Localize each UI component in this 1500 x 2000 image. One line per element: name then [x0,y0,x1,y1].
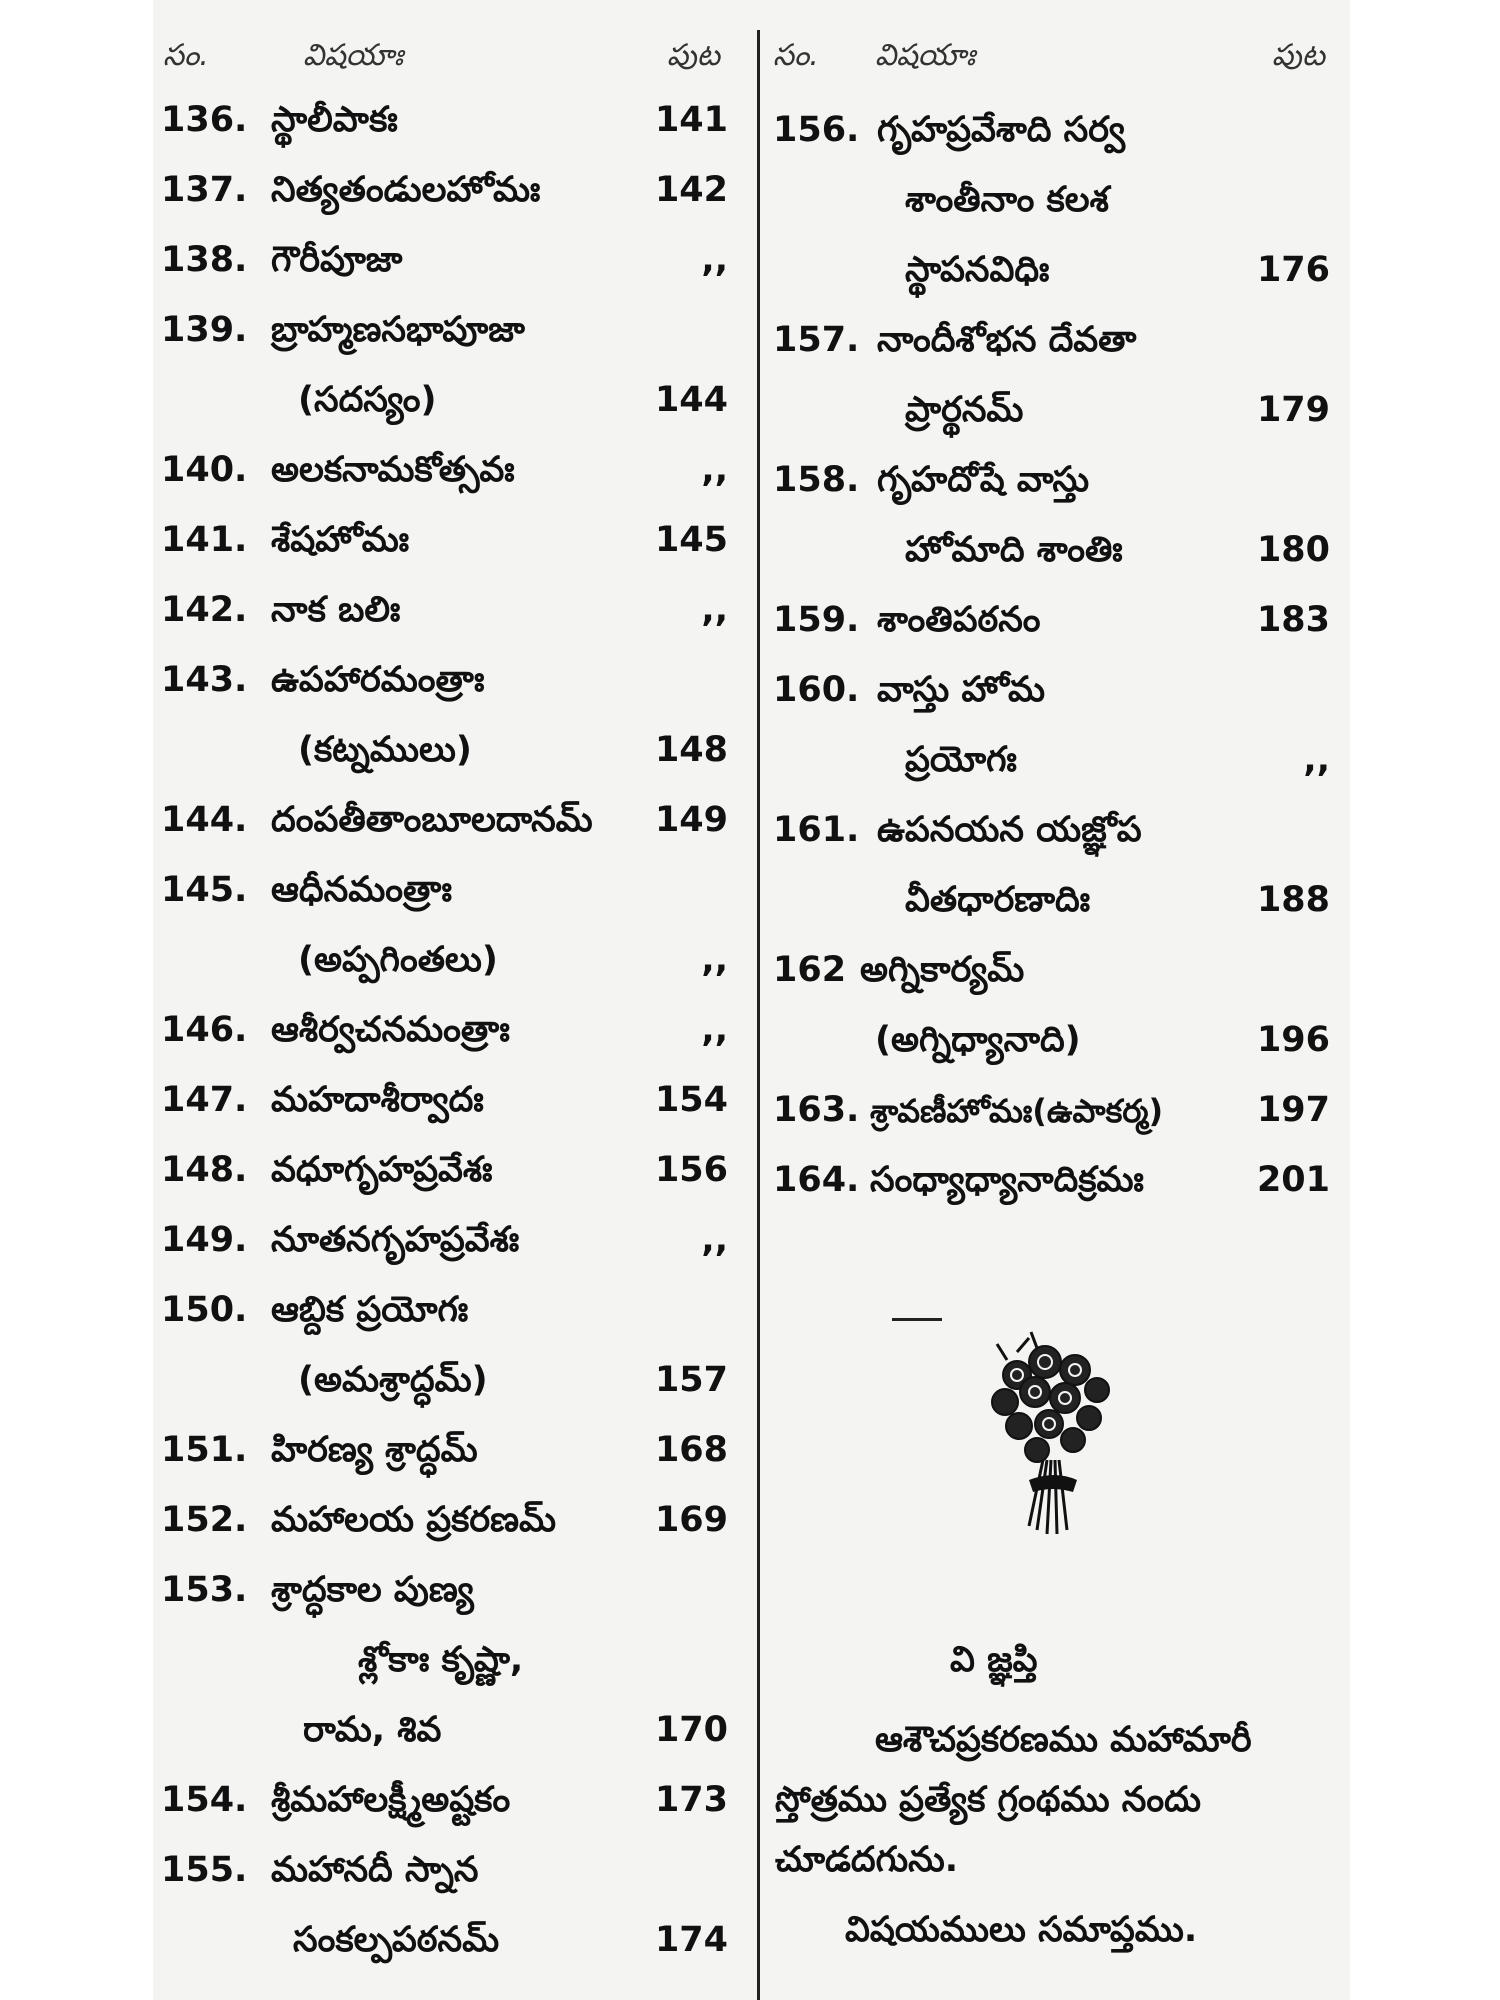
entry-page: 168 [654,1430,728,1470]
entry-title: ఆధీనమంత్రాః [271,870,452,910]
entry-page: 170 [654,1710,728,1750]
notice-line: స్తోత్రము ప్రత్యేక గ్రంథము నందు [775,1780,1201,1820]
notice-line: చూడదగును. [775,1840,959,1880]
entry-title: (అగ్నిధ్యానాది) [875,1020,1081,1060]
toc-entry [153,1210,750,1280]
entry-page: 179 [1256,390,1330,430]
entry-number: 136. [161,100,248,140]
entry-page: 180 [1256,530,1330,570]
entry-page: 197 [1256,1090,1330,1130]
toc-left-column [153,0,750,2000]
toc-entry-continuation [153,1630,750,1700]
toc-entry [765,100,1350,170]
entry-title: గౌరీపూజా [271,240,403,280]
entry-page: ,, [701,1220,728,1260]
entry-title: నాందీశోభన దేవతా [877,320,1137,360]
entry-title: ఉపనయన యజ్ఞోప [877,810,1142,850]
separator-dash [892,1318,942,1321]
notice-line: ఆశౌచప్రకరణము మహామారీ [875,1720,1252,1760]
toc-entry [153,1420,750,1490]
entry-title: నిత్యతండులహోమః [271,170,541,210]
entry-title: వధూగృహప్రవేశః [271,1150,493,1190]
entry-page: 196 [1256,1020,1330,1060]
toc-entry [765,1080,1350,1150]
entry-title: గృహప్రవేశాది సర్వ [877,110,1126,150]
entry-number: 146. [161,1010,248,1050]
entry-page: 169 [654,1500,728,1540]
entry-title: ప్రయోగః [905,740,1017,780]
entry-number: 157. [773,320,860,360]
entry-page: 141 [654,100,728,140]
toc-entry [765,310,1350,380]
entry-page: ,, [701,1010,728,1050]
header-no: సం. [773,38,819,73]
entry-title: (సదస్యం) [298,380,437,420]
entry-title: సంకల్పపఠనమ్ [293,1920,500,1960]
entry-title: శేషహోమః [271,520,410,560]
toc-entry [153,440,750,510]
entry-title: వాస్తు హోమ [877,670,1046,710]
entry-page: 173 [654,1780,728,1820]
entry-title: రామ, శివ [303,1710,442,1750]
entry-page: 145 [654,520,728,560]
entry-title: స్థాపనవిధిః [905,250,1050,290]
toc-page [153,0,1350,2000]
toc-entry-continuation [765,170,1350,240]
toc-entry [153,1560,750,1630]
entry-title: శాంతిపఠనం [877,600,1041,640]
entry-number: 141. [161,520,248,560]
entry-number: 147. [161,1080,248,1120]
entry-title: ఆశీర్వచనమంత్రాః [271,1010,510,1050]
column-header [153,28,750,78]
entry-title: హిరణ్య శ్రాద్ధమ్ [271,1430,478,1470]
entry-number: 153. [161,1570,248,1610]
column-header [765,28,1350,78]
entry-number: 156. [773,110,860,150]
entry-number: 164. [773,1160,860,1200]
entry-title: మహానదీ స్నాన [271,1850,479,1890]
toc-entry [153,90,750,160]
entry-title: ప్రార్థనమ్ [905,390,1024,430]
toc-entry-continuation [765,520,1350,590]
toc-entry [153,1000,750,1070]
toc-entry [153,300,750,370]
header-no: సం. [163,38,209,73]
toc-entry [153,650,750,720]
entry-title: గృహదోషే వాస్తు [877,460,1090,500]
column-divider [757,30,760,2000]
entry-title: బ్రాహ్మణసభాపూజా [271,310,525,350]
toc-entry [153,160,750,230]
entry-page: 149 [654,800,728,840]
entry-number: 151. [161,1430,248,1470]
entry-number: 162 [773,950,847,990]
toc-entry-continuation [153,930,750,1000]
entry-page: 144 [654,380,728,420]
toc-entry [153,1070,750,1140]
header-subject: విషయాః [303,38,404,73]
toc-entry-continuation [765,380,1350,450]
entry-number: 138. [161,240,248,280]
toc-entry [765,450,1350,520]
entry-number: 137. [161,170,248,210]
header-page: పుట [666,38,720,73]
toc-entry-continuation [765,240,1350,310]
toc-entry-continuation [153,1350,750,1420]
entry-page: 183 [1256,600,1330,640]
entry-title: ఆబ్దిక ప్రయోగః [271,1290,469,1330]
entry-page: 157 [654,1360,728,1400]
entry-title: శాంతీనాం కలశ [905,180,1109,220]
header-page: పుట [1271,38,1325,73]
toc-entry-continuation [765,730,1350,800]
entry-title: శ్రాద్ధకాల పుణ్య [271,1570,474,1610]
entry-title: (అమశ్రాద్ధమ్) [298,1360,488,1400]
entry-title: స్థాలీపాకః [271,100,398,140]
notice-heading: వి జ్ఞప్తి [950,1640,1038,1680]
entry-page: 176 [1256,250,1330,290]
entry-number: 142. [161,590,248,630]
entry-number: 144. [161,800,248,840]
entry-page: ,, [701,940,728,980]
entry-page: 156 [654,1150,728,1190]
contents-end-note: విషయములు సమాప్తము. [845,1910,1198,1950]
entry-title: మహాలయ ప్రకరణమ్ [271,1500,557,1540]
toc-entry [765,940,1350,1010]
entry-number: 143. [161,660,248,700]
toc-entry [153,860,750,930]
entry-number: 145. [161,870,248,910]
entry-title: శ్రీమహాలక్ష్మీఅష్టకం [271,1780,511,1820]
entry-number: 161. [773,810,860,850]
entry-title: శ్లోకాః కృష్ణా, [358,1640,524,1680]
entry-title: మహదాశీర్వాదః [271,1080,484,1120]
entry-page: 174 [654,1920,728,1960]
entry-page: ,, [701,590,728,630]
entry-page: ,, [701,240,728,280]
entry-number: 154. [161,1780,248,1820]
entry-number: 148. [161,1150,248,1190]
entry-number: 159. [773,600,860,640]
entry-number: 152. [161,1500,248,1540]
entry-title: (అప్పగింతలు) [298,940,498,980]
entry-title: ఉపహారమంత్రాః [271,660,485,700]
entry-page: 188 [1256,880,1330,920]
entry-title: శ్రావణీహోమః(ఉపాకర్మ) [870,1092,1164,1130]
toc-entry-continuation [765,870,1350,940]
entry-page: ,, [1303,740,1330,780]
entry-title: అలకనామకోత్సవః [271,450,515,490]
entry-number: 140. [161,450,248,490]
toc-entry [153,1490,750,1560]
toc-entry [153,230,750,300]
toc-entry [153,1840,750,1910]
entry-number: 160. [773,670,860,710]
entry-number: 158. [773,460,860,500]
toc-entry-continuation [765,1010,1350,1080]
entry-title: నూతనగృహప్రవేశః [271,1220,520,1260]
toc-entry-continuation [153,1910,750,1980]
entry-page: 148 [654,730,728,770]
entry-title: అగ్నికార్యమ్ [860,950,1025,990]
toc-entry [153,510,750,580]
toc-entry [153,790,750,860]
toc-entry [153,1280,750,1350]
entry-number: 139. [161,310,248,350]
toc-right-column [765,0,1350,2000]
flower-bouquet-icon [977,1330,1127,1540]
entry-title: వీతధారణాదిః [905,880,1091,920]
toc-entry-continuation [153,370,750,440]
entry-page: 154 [654,1080,728,1120]
entry-title: (కట్నములు) [298,730,472,770]
toc-entry [765,590,1350,660]
toc-entry [153,580,750,650]
entry-title: సంధ్యాధ్యానాదిక్రమః [870,1160,1144,1200]
toc-entry [153,1770,750,1840]
entry-number: 163. [773,1090,860,1130]
entry-page: 201 [1256,1160,1330,1200]
entry-number: 149. [161,1220,248,1260]
toc-entry [765,1150,1350,1220]
entry-title: హోమాది శాంతిః [905,530,1123,570]
toc-entry [765,660,1350,730]
entry-page: 142 [654,170,728,210]
entry-page: ,, [701,450,728,490]
toc-entry-continuation [153,720,750,790]
toc-entry [765,800,1350,870]
header-subject: విషయాః [875,38,976,73]
entry-title: నాక బలిః [271,590,401,630]
entry-number: 150. [161,1290,248,1330]
toc-entry [153,1140,750,1210]
entry-title: దంపతీతాంబూలదానమ్ [271,800,593,840]
toc-entry-continuation [153,1700,750,1770]
entry-number: 155. [161,1850,248,1890]
